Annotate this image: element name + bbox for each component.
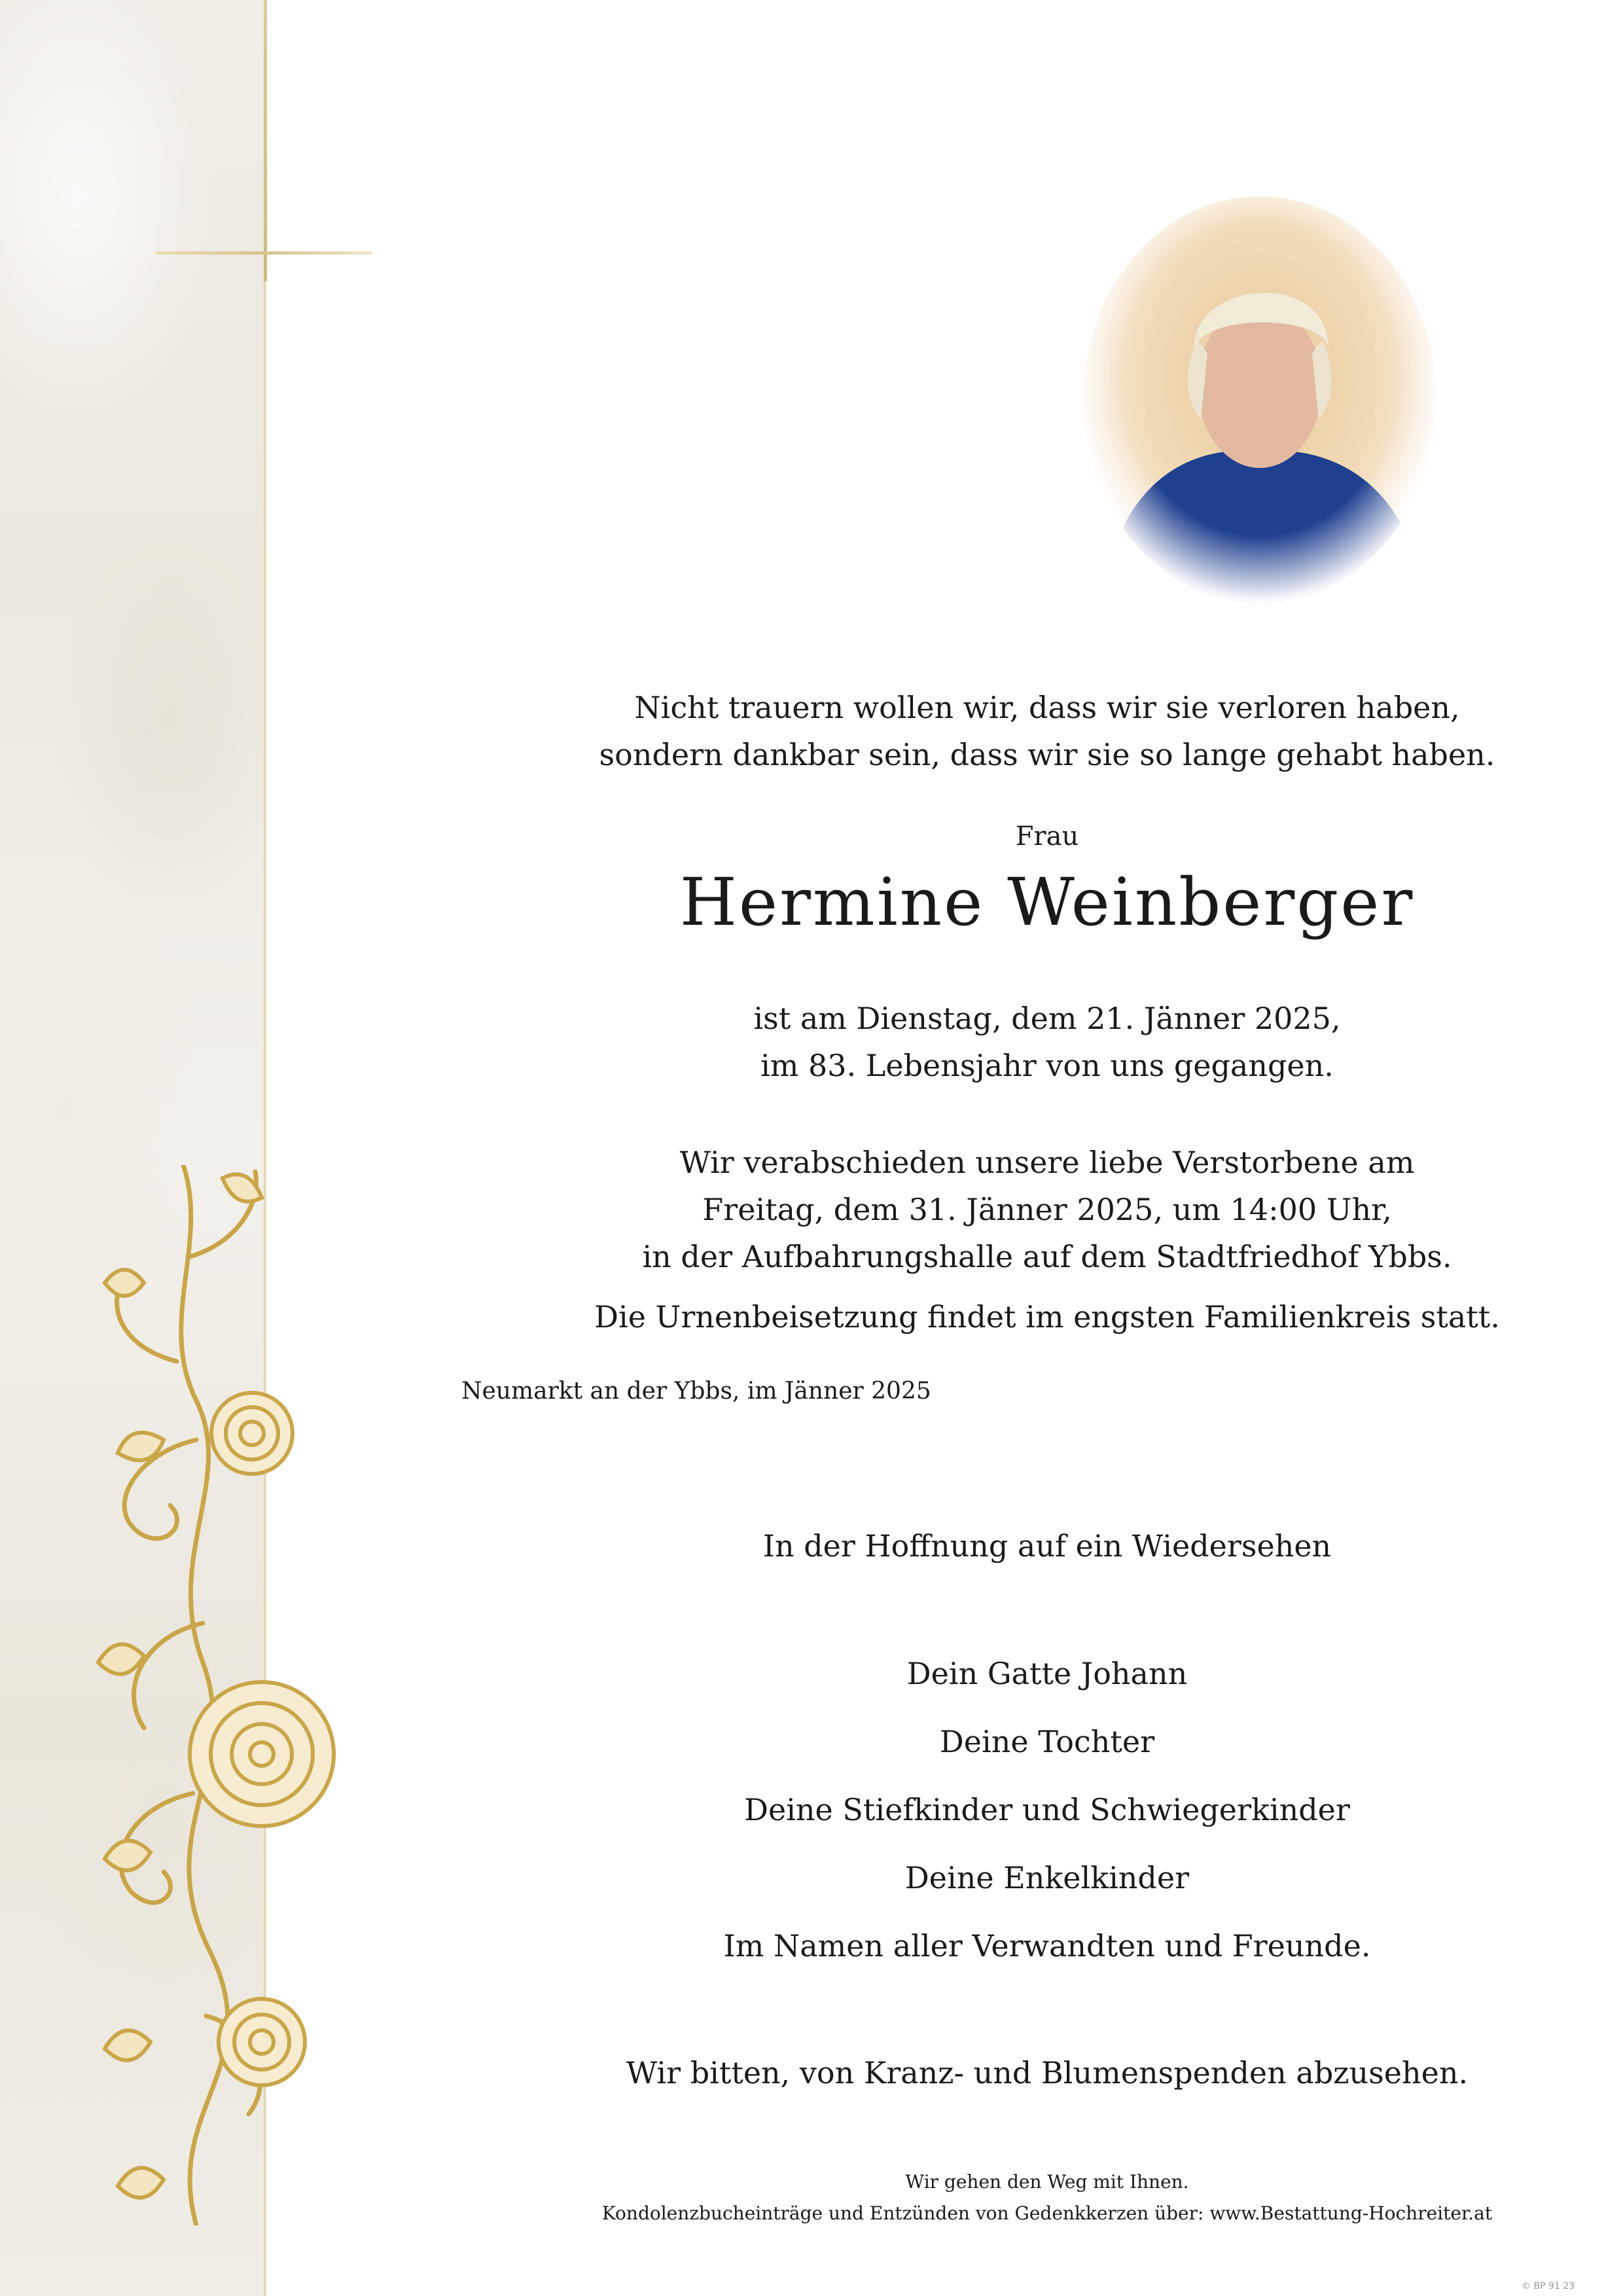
footer-line-1: Wir gehen den Weg mit Ihnen. — [905, 2171, 1189, 2193]
ceremony-line-3: in der Aufbahrungshalle auf dem Stadtfriedhof Ybbs. — [642, 1239, 1452, 1274]
footer — [458, 2166, 1623, 2229]
salutation: Frau — [1015, 821, 1079, 852]
portrait-photo — [1083, 196, 1436, 602]
mourners-list — [458, 1640, 1623, 1980]
mourner-line: Deine Tochter — [939, 1724, 1155, 1759]
mourner-line: Dein Gatte Johann — [906, 1656, 1188, 1691]
print-code: © BP 91 23 — [1522, 2281, 1575, 2291]
verse-line-2: sondern dankbar sein, dass wir sie so lange gehabt haben. — [599, 737, 1495, 772]
mourner-line: Deine Stiefkinder und Schwiegerkinder — [744, 1792, 1350, 1827]
ceremony-line-2: Freitag, dem 31. Jänner 2025, um 14:00 Uhr, — [702, 1192, 1392, 1227]
verse-line-1: Nicht trauern wollen wir, dass wir sie verloren haben, — [634, 690, 1460, 725]
announcement-line-1: ist am Dienstag, dem 21. Jänner 2025, — [753, 1001, 1341, 1036]
flowers-note: Wir bitten, von Kranz- und Blumenspenden abzusehen. — [626, 2055, 1469, 2090]
ceremony-details — [458, 1139, 1623, 1280]
cross-horizontal-line — [156, 251, 372, 255]
footer-line-2: Kondolenzbucheinträge und Entzünden von Gedenkkerzen über: www.Bestattung-Hochreiter.at — [601, 2202, 1493, 2224]
golden-rose-ornament — [65, 1165, 353, 2225]
urn-note: Die Urnenbeisetzung findet im engsten Familienkreis statt. — [594, 1299, 1500, 1335]
death-announcement — [458, 995, 1623, 1089]
memorial-verse — [458, 684, 1623, 778]
ceremony-line-1: Wir verabschieden unsere liebe Verstorbene am — [679, 1145, 1415, 1180]
place-date: Neumarkt an der Ybbs, im Jänner 2025 — [461, 1378, 931, 1405]
cross-vertical-line — [264, 0, 267, 281]
mourner-line: Deine Enkelkinder — [904, 1860, 1190, 1895]
announcement-line-2: im 83. Lebensjahr von uns gegangen. — [760, 1048, 1334, 1083]
deceased-name: Hermine Weinberger — [679, 864, 1415, 941]
mourner-line: Im Namen aller Verwandten und Freunde. — [723, 1928, 1371, 1964]
hope-line: In der Hoffnung auf ein Wiedersehen — [762, 1528, 1332, 1564]
